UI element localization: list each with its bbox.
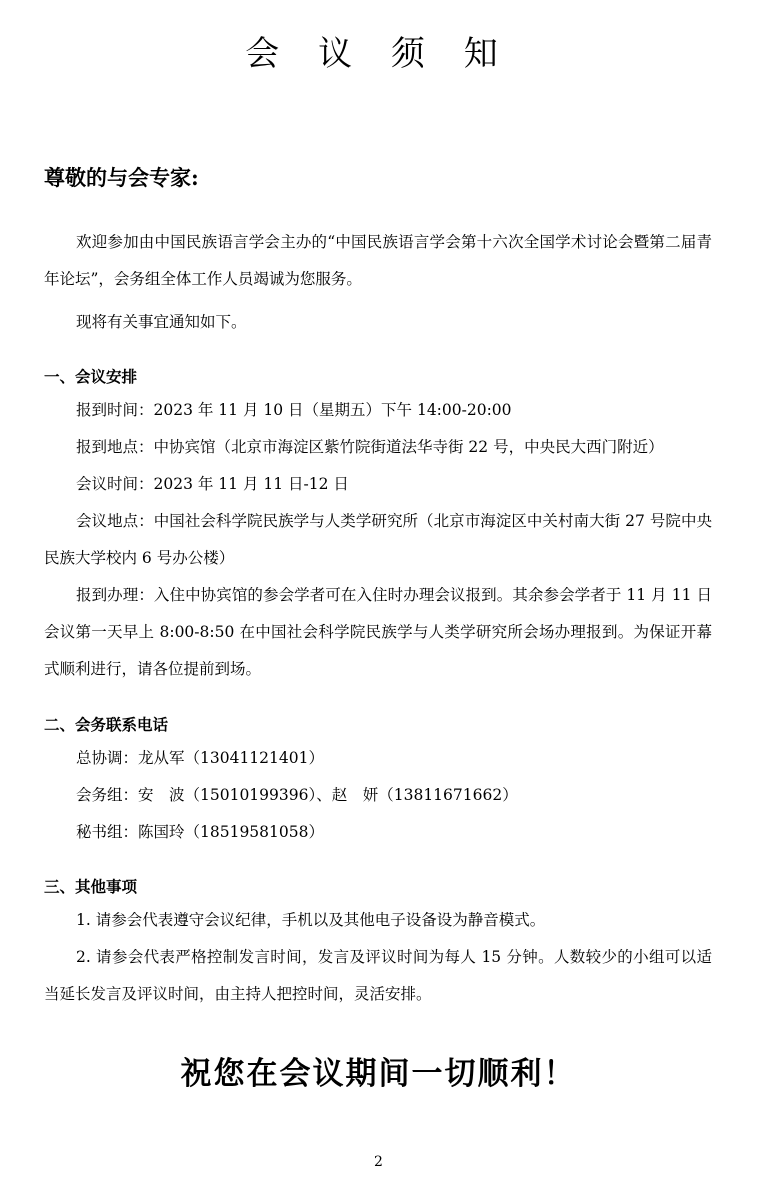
section-line: 报到时间：2023 年 11 月 10 日（星期五）下午 14:00-20:00 (76, 401, 512, 419)
section-heading: 一、会议安排 (44, 367, 138, 386)
page-number: 2 (374, 1154, 383, 1170)
section-line: 秘书组：陈国玲（18519581058） (76, 823, 324, 841)
section-line: 会务组：安 波（15010199396）、赵 妍（13811671662） (76, 786, 518, 804)
section-line: 报到地点：中协宾馆（北京市海淀区紫竹院街道法华寺街 22 号，中央民大西门附近） (76, 438, 664, 456)
page-title: 会 议 须 知 (245, 34, 512, 74)
intro-paragraph-2 (44, 304, 712, 341)
section-line: 总协调：龙从军（13041121401） (76, 749, 324, 767)
salutation: 尊敬的与会专家: (44, 165, 199, 190)
section-heading: 二、会务联系电话 (44, 715, 169, 734)
section-line: 会议地点：中国社会科学院民族学与人类学研究所（北京市海淀区中关村南大街 27 号院中央民族大学校内 6 号办公楼） (44, 512, 712, 567)
section-line: 会议时间：2023 年 11 月 11 日-12 日 (76, 475, 349, 493)
section-heading: 三、其他事项 (44, 877, 138, 896)
closing-message: 祝您在会议期间一切顺利！ (180, 1056, 577, 1092)
section-line: 1. 请参会代表遵守会议纪律，手机以及其他电子设备设为静音模式。 (76, 911, 546, 929)
section-contacts (44, 710, 712, 851)
intro-text-2: 现将有关事宜通知如下。 (76, 313, 247, 331)
section-meeting-arrangement (44, 362, 712, 688)
section-line: 2. 请参会代表严格控制发言时间，发言及评议时间为每人 15 分钟。人数较少的小组可以适当延长发言及评议时间，由主持人把控时间，灵活安排。 (44, 948, 712, 1003)
intro-paragraph-1 (44, 224, 712, 298)
section-line: 报到办理：入住中协宾馆的参会学者可在入住时办理会议报到。其余参会学者于 11 月 11 日会议第一天早上 8:00-8:50 在中国社会科学院民族学与人类学研究所会场办理报到。为保证开幕式顺利进行，请各位提前到场。 (44, 586, 712, 678)
section-other-matters (44, 872, 712, 1013)
intro-text-1: 欢迎参加由中国民族语言学会主办的“中国民族语言学会第十六次全国学术讨论会暨第二届青年论坛”，会务组全体工作人员竭诚为您服务。 (44, 233, 712, 288)
